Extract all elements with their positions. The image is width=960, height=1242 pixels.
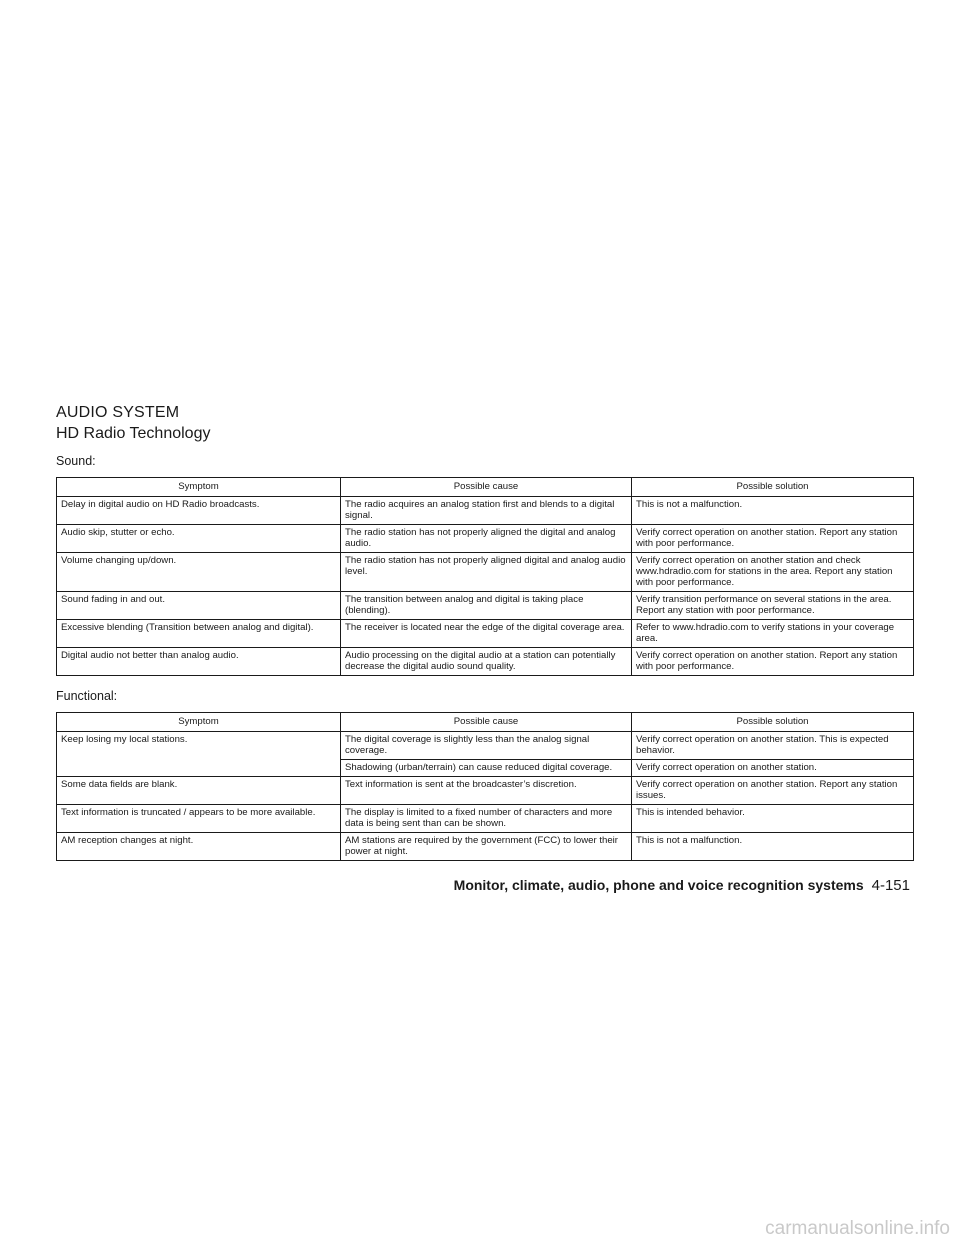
solution-cell: Refer to www.hdradio.com to verify stations in your coverage area.	[632, 620, 914, 648]
symptom-cell: Delay in digital audio on HD Radio broadcasts.	[57, 497, 341, 525]
functional-table-label: Functional:	[56, 689, 118, 703]
section-title: AUDIO SYSTEM	[56, 404, 180, 421]
sound-table-label: Sound:	[56, 454, 96, 468]
table-row	[57, 553, 914, 592]
symptom-cell: Sound fading in and out.	[57, 592, 341, 620]
table-row	[57, 777, 914, 805]
table-row	[57, 620, 914, 648]
header-possible-cause: Possible cause	[341, 713, 632, 732]
header-symptom: Symptom	[57, 713, 341, 732]
table-row	[57, 833, 914, 861]
solution-cell: Verify transition performance on several stations in the area. Report any station with poor performance.	[632, 592, 914, 620]
solution-cell: Verify correct operation on another station. Report any station with poor performance.	[632, 648, 914, 676]
cause-cell: The radio station has not properly aligned digital and analog audio level.	[341, 553, 632, 592]
cause-cell: Audio processing on the digital audio at a station can potentially decrease the digital audio sound quality.	[341, 648, 632, 676]
header-possible-solution: Possible solution	[632, 478, 914, 497]
solution-cell: Verify correct operation on another station and check www.hdradio.com for stations in the area. Report any station with poor performance.	[632, 553, 914, 592]
cause-cell: The display is limited to a fixed number of characters and more data is being sent than can be shown.	[341, 805, 632, 833]
cause-cell: Shadowing (urban/terrain) can cause reduced digital coverage.	[341, 760, 632, 777]
table-row	[57, 648, 914, 676]
solution-cell: Verify correct operation on another station. Report any station with poor performance.	[632, 525, 914, 553]
solution-cell: This is intended behavior.	[632, 805, 914, 833]
table-row	[57, 497, 914, 525]
header-possible-solution: Possible solution	[632, 713, 914, 732]
watermark: carmanualsonline.info	[765, 1218, 950, 1239]
page-footer	[454, 877, 910, 894]
symptom-cell: Volume changing up/down.	[57, 553, 341, 592]
table-row	[57, 805, 914, 833]
solution-cell: This is not a malfunction.	[632, 497, 914, 525]
cause-cell: The transition between analog and digital is taking place (blending).	[341, 592, 632, 620]
page-number: 4-151	[871, 877, 910, 894]
footer-chapter-title: Monitor, climate, audio, phone and voice recognition systems	[453, 877, 864, 893]
symptom-cell: Keep losing my local stations.	[57, 732, 341, 777]
table-row	[57, 592, 914, 620]
symptom-cell: AM reception changes at night.	[57, 833, 341, 861]
functional-table	[56, 712, 914, 861]
table-row	[57, 732, 914, 760]
table-row	[57, 525, 914, 553]
symptom-cell: Text information is truncated / appears to be more available.	[57, 805, 341, 833]
symptom-cell: Audio skip, stutter or echo.	[57, 525, 341, 553]
sub-title: HD Radio Technology	[56, 425, 211, 442]
solution-cell: Verify correct operation on another station. Report any station issues.	[632, 777, 914, 805]
symptom-cell: Some data fields are blank.	[57, 777, 341, 805]
page-content	[56, 403, 913, 861]
cause-cell: The digital coverage is slightly less than the analog signal coverage.	[341, 732, 632, 760]
table-header-row	[57, 713, 914, 732]
cause-cell: The radio station has not properly aligned the digital and analog audio.	[341, 525, 632, 553]
symptom-cell: Digital audio not better than analog audio.	[57, 648, 341, 676]
cause-cell: The radio acquires an analog station first and blends to a digital signal.	[341, 497, 632, 525]
solution-cell: Verify correct operation on another station.	[632, 760, 914, 777]
cause-cell: AM stations are required by the government (FCC) to lower their power at night.	[341, 833, 632, 861]
sound-table	[56, 477, 914, 676]
solution-cell: This is not a malfunction.	[632, 833, 914, 861]
symptom-cell: Excessive blending (Transition between analog and digital).	[57, 620, 341, 648]
cause-cell: Text information is sent at the broadcaster’s discretion.	[341, 777, 632, 805]
cause-cell: The receiver is located near the edge of the digital coverage area.	[341, 620, 632, 648]
header-possible-cause: Possible cause	[341, 478, 632, 497]
table-header-row	[57, 478, 914, 497]
header-symptom: Symptom	[57, 478, 341, 497]
solution-cell: Verify correct operation on another station. This is expected behavior.	[632, 732, 914, 760]
